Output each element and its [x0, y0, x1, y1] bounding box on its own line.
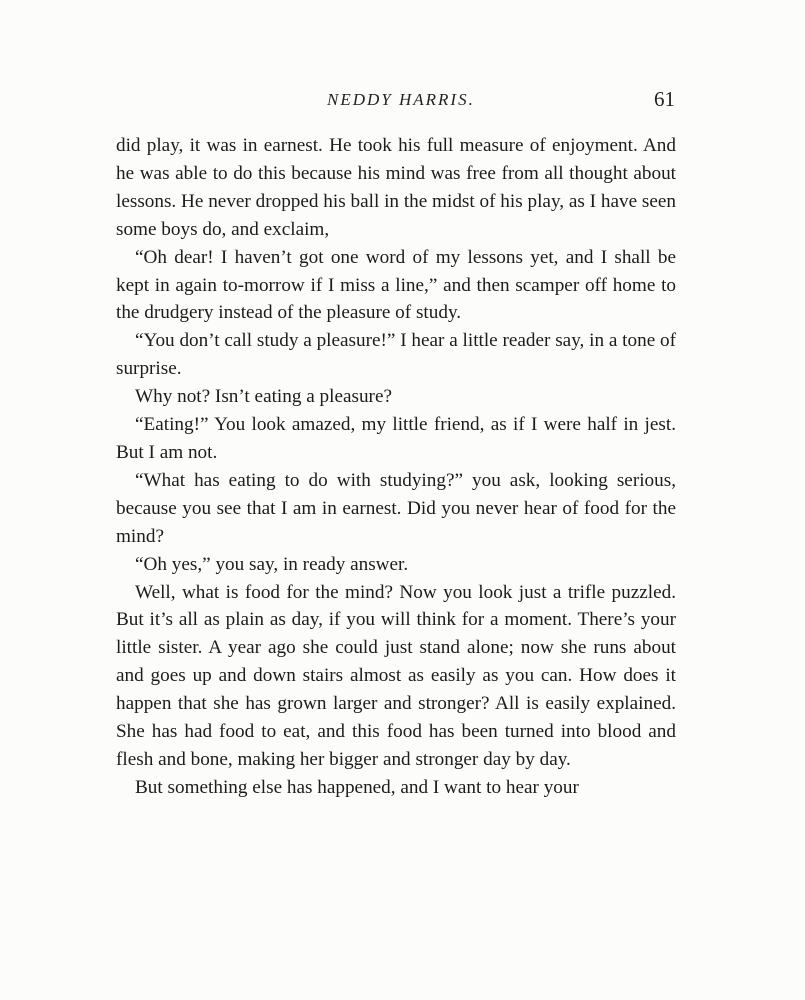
paragraph: But something else has happened, and I want to hear your	[135, 776, 579, 798]
running-header	[0, 87, 805, 114]
running-title: NEDDY HARRIS.	[327, 90, 475, 109]
paragraph: Well, what is food for the mind? Now you look just a trifle puzzled. But it’s all as plain as day, if you will think for a moment. There’s your little sister. A year ago she could just stand alone; now she runs about and goes up and down stairs almost as easily as you can. How does it happen that she has grown larger and stronger? All is easily explained. She has had food to eat, and this food has been turned into blood and flesh and bone, making her bigger and stronger day by day.	[116, 581, 676, 770]
paragraph: “Oh dear! I haven’t got one word of my lessons yet, and I shall be kept in again to-morrow if I miss a line,” and then scamper off home to the drudgery instead of the pleasure of study.	[116, 246, 676, 324]
body-text	[116, 132, 676, 802]
paragraph: did play, it was in earnest. He took his full measure of enjoyment. And he was able to do this because his mind was free from all thought about lessons. He never dropped his ball in the midst of his play, as I have seen some boys do, and exclaim,	[116, 135, 676, 240]
paragraph: “Eating!” You look amazed, my little friend, as if I were half in jest. But I am not.	[116, 414, 676, 463]
page-number: 61	[654, 87, 675, 111]
paragraph: “Oh yes,” you say, in ready answer.	[135, 553, 409, 575]
paragraph: Why not? Isn’t eating a pleasure?	[135, 386, 392, 408]
paragraph: “What has eating to do with studying?” you ask, looking serious, because you see that I am in earnest. Did you never hear of food for the mind?	[116, 469, 676, 547]
paragraph: “You don’t call study a pleasure!” I hear a little reader say, in a tone of surprise.	[116, 330, 676, 380]
